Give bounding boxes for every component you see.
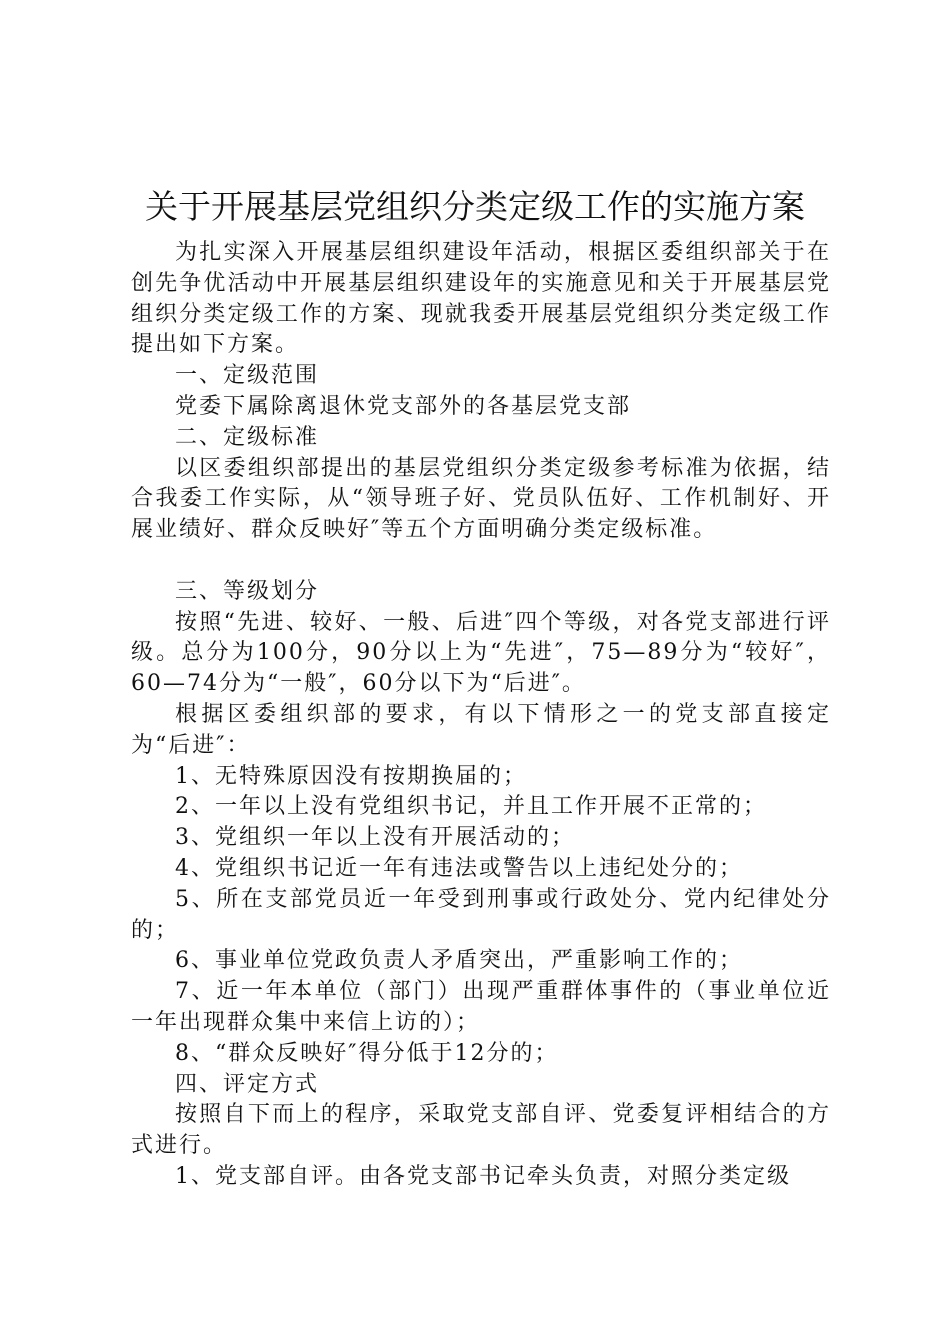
paragraph-standard: 以区委组织部提出的基层党组织分类定级参考标准为依据，结合我委工作实际，从“领导班子好、党员队伍好、工作机制好、开展业绩好、群众反映好″等五个方面明确分类定级标准。 — [131, 455, 831, 543]
paragraph-scope: 党委下属除离退休党支部外的各基层党支部 — [175, 393, 632, 419]
document-body — [131, 238, 831, 1193]
paragraph-method: 按照自下而上的程序，采取党支部自评、党委复评相结合的方式进行。 — [131, 1102, 831, 1159]
section-heading-standard: 二、定级标准 — [175, 424, 320, 450]
list-item: 5、所在支部党员近一年受到刑事或行政处分、党内纪律处分的； — [131, 886, 831, 943]
section-heading-method: 四、评定方式 — [175, 1071, 320, 1097]
list-item: 1、无特殊原因没有按期换届的； — [175, 763, 527, 789]
list-item: 6、事业单位党政负责人矛盾突出，严重影响工作的； — [175, 948, 743, 974]
section-heading-scope: 一、定级范围 — [175, 363, 320, 389]
paragraph-backward-conditions: 根据区委组织部的要求，有以下情形之一的党支部直接定为“后进″： — [131, 701, 831, 758]
blank-line — [131, 546, 831, 577]
list-item: 4、党组织书记近一年有违法或警告以上违纪处分的； — [175, 855, 743, 881]
list-item: 2、一年以上没有党组织书记，并且工作开展不正常的； — [175, 794, 767, 820]
paragraph-intro: 为扎实深入开展基层组织建设年活动，根据区委组织部关于在创先争优活动中开展基层组织建设年的实施意见和关于开展基层党组织分类定级工作的方案、现就我委开展基层党组织分类定级工作提出如下方案。 — [131, 240, 831, 358]
list-item: 3、党组织一年以上没有开展活动的； — [175, 825, 575, 851]
list-item: 8、“群众反映好″得分低于12分的； — [175, 1040, 559, 1066]
paragraph-self-evaluation: 1、党支部自评。由各党支部书记牵头负责，对照分类定级 — [175, 1163, 791, 1189]
list-item: 7、近一年本单位（部门）出现严重群体事件的（事业单位近一年出现群众集中来信上访的）； — [131, 979, 831, 1035]
paragraph-grades: 按照“先进、较好、一般、后进″四个等级，对各党支部进行评级。总分为100分，90分以上为“先进″，75—89分为“较好″，60—74分为“一般″，60分以下为“后进″。 — [131, 609, 831, 697]
section-heading-grades: 三、等级划分 — [175, 578, 320, 604]
document-title: 关于开展基层党组织分类定级工作的实施方案 — [145, 187, 805, 226]
